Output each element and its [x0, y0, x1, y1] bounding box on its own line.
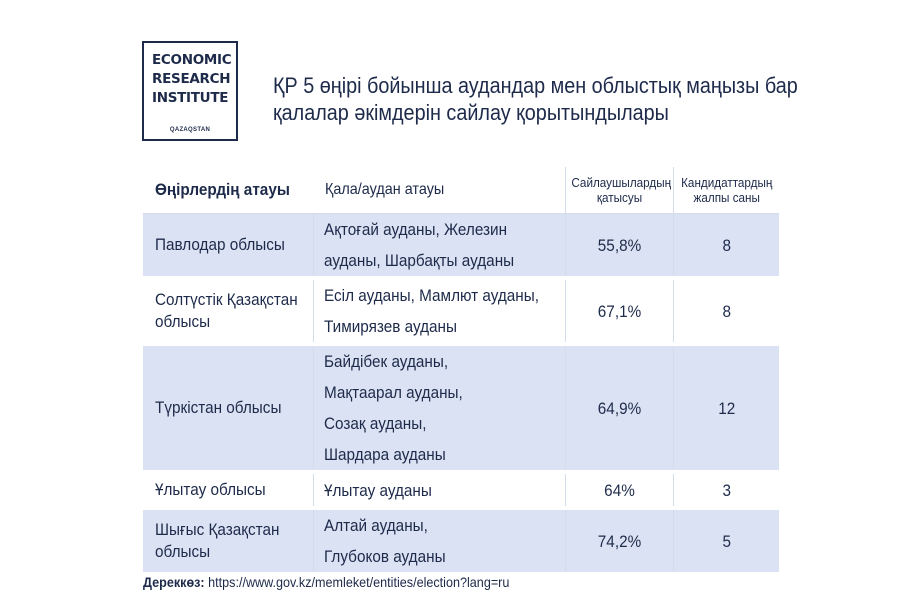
cell-candidates: 12 [673, 344, 779, 472]
source-label: Дереккөз: [143, 574, 205, 590]
cell-candidates: 8 [673, 278, 779, 344]
title-line-1: ҚР 5 өңірі бойынша аудандар мен облыстық маңызы бар [273, 73, 798, 98]
cell-candidates: 3 [673, 472, 779, 508]
logo-subtitle: QAZAQSTAN [169, 127, 211, 133]
header-district: Қала/аудан атауы [313, 167, 565, 214]
source-url[interactable]: https://www.gov.kz/memleket/entities/election?lang=ru [208, 574, 510, 590]
cell-region: Солтүстік Қазақстан облысы [143, 278, 313, 344]
table-row [143, 278, 779, 344]
table-row [143, 472, 779, 508]
eri-logo [142, 41, 238, 141]
cell-turnout: 64,9% [565, 344, 673, 472]
cell-region: Павлодар облысы [143, 214, 313, 279]
cell-districts: Есіл ауданы, Мамлют ауданы, Тимирязев ауданы [313, 278, 565, 344]
table-row [143, 344, 779, 472]
logo-line-institute: INSTITUTE [152, 90, 229, 106]
source-note [143, 574, 509, 590]
cell-region: Түркістан облысы [143, 344, 313, 472]
cell-districts: Алтай ауданы, Глубоков ауданы [313, 508, 565, 574]
cell-turnout: 55,8% [565, 214, 673, 279]
header-turnout: Сайлаушылардың қатысуы [565, 167, 673, 214]
cell-region: Ұлытау облысы [143, 472, 313, 508]
cell-turnout: 74,2% [565, 508, 673, 574]
cell-candidates: 8 [673, 214, 779, 279]
cell-region: Шығыс Қазақстан облысы [143, 508, 313, 574]
table-header-row [143, 167, 779, 214]
cell-districts: Ұлытау ауданы [313, 472, 565, 508]
table-row [143, 214, 779, 279]
election-results-table [143, 167, 779, 576]
table-row [143, 508, 779, 574]
cell-districts: Ақтоғай ауданы, Железин ауданы, Шарбақты ауданы [313, 214, 565, 279]
logo-line-economic: ECONOMIC [152, 52, 232, 68]
cell-turnout: 64% [565, 472, 673, 508]
cell-turnout: 67,1% [565, 278, 673, 344]
cell-districts: Байдібек ауданы, Мақтаарал ауданы, Созақ ауданы, Шардара ауданы [313, 344, 565, 472]
header-candidates: Кандидаттардың жалпы саны [673, 167, 779, 214]
logo-line-research: RESEARCH [152, 71, 231, 87]
page-title [273, 72, 798, 126]
cell-candidates: 5 [673, 508, 779, 574]
title-line-2: қалалар әкімдерін сайлау қорытындылары [273, 100, 669, 125]
header-region: Өңірлердің атауы [143, 167, 313, 214]
